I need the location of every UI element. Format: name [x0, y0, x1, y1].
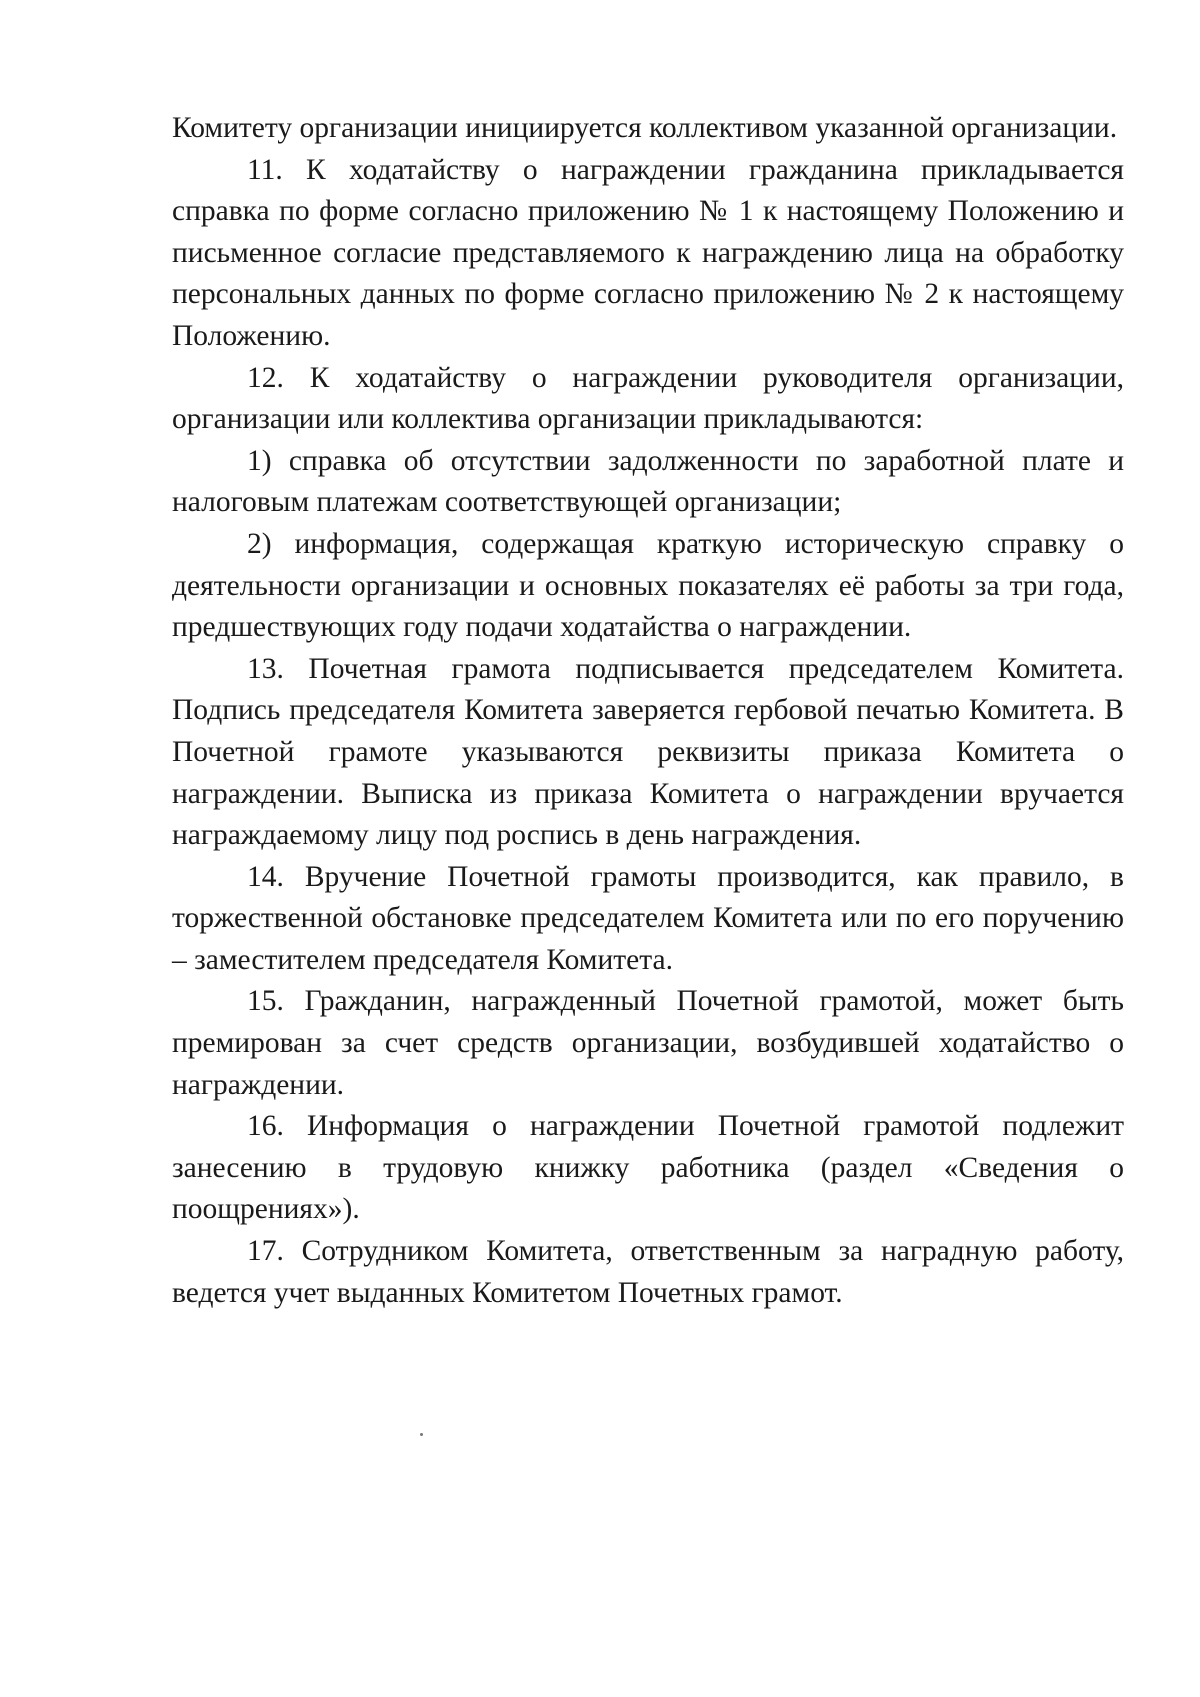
paragraph-12-item-1: 1) справка об отсутствии задолженности по заработной плате и налоговым платежам соответствующей организации;	[172, 444, 1124, 519]
paragraph-12-item-2: 2) информация, содержащая краткую историческую справку о деятельности организации и основных показателях её работы за три года, предшествующих году подачи ходатайства о награждении.	[172, 527, 1124, 644]
paragraph-13: 13. Почетная грамота подписывается председателем Комитета. Подпись председателя Комитета заверяется гербовой печатью Комитета. В Почетной грамоте указываются реквизиты приказа Комитета о награждении. Выписка из приказа Комитета о награждении вручается награждаемому лицу под роспись в день награждения.	[172, 652, 1124, 852]
scan-speck	[420, 1433, 423, 1436]
paragraph-14: 14. Вручение Почетной грамоты производится, как правило, в торжественной обстановке председателем Комитета или по его поручению – заместителем председателя Комитета.	[172, 860, 1124, 976]
paragraph-12: 12. К ходатайству о награждении руководителя организации, организации или коллектива организации прикладываются:	[172, 361, 1124, 436]
paragraph-11: 11. К ходатайству о награждении гражданина прикладывается справка по форме согласно приложению № 1 к настоящему Положению и письменное согласие представляемого к награждению лица на обработку персональных данных по форме согласно приложению № 2 к настоящему Положению.	[172, 153, 1124, 352]
paragraph-16: 16. Информация о награждении Почетной грамотой подлежит занесению в трудовую книжку работника (раздел «Сведения о поощрениях»).	[172, 1110, 1124, 1226]
paragraph-17: 17. Сотрудником Комитета, ответственным за наградную работу, ведется учет выданных Комитетом Почетных грамот.	[172, 1235, 1124, 1309]
paragraph-15: 15. Гражданин, награжденный Почетной грамотой, может быть премирован за счет средств организации, возбудившей ходатайство о награждении.	[172, 985, 1124, 1101]
paragraph-continuation: Комитету организации инициируется коллективом указанной организации.	[172, 112, 1118, 144]
